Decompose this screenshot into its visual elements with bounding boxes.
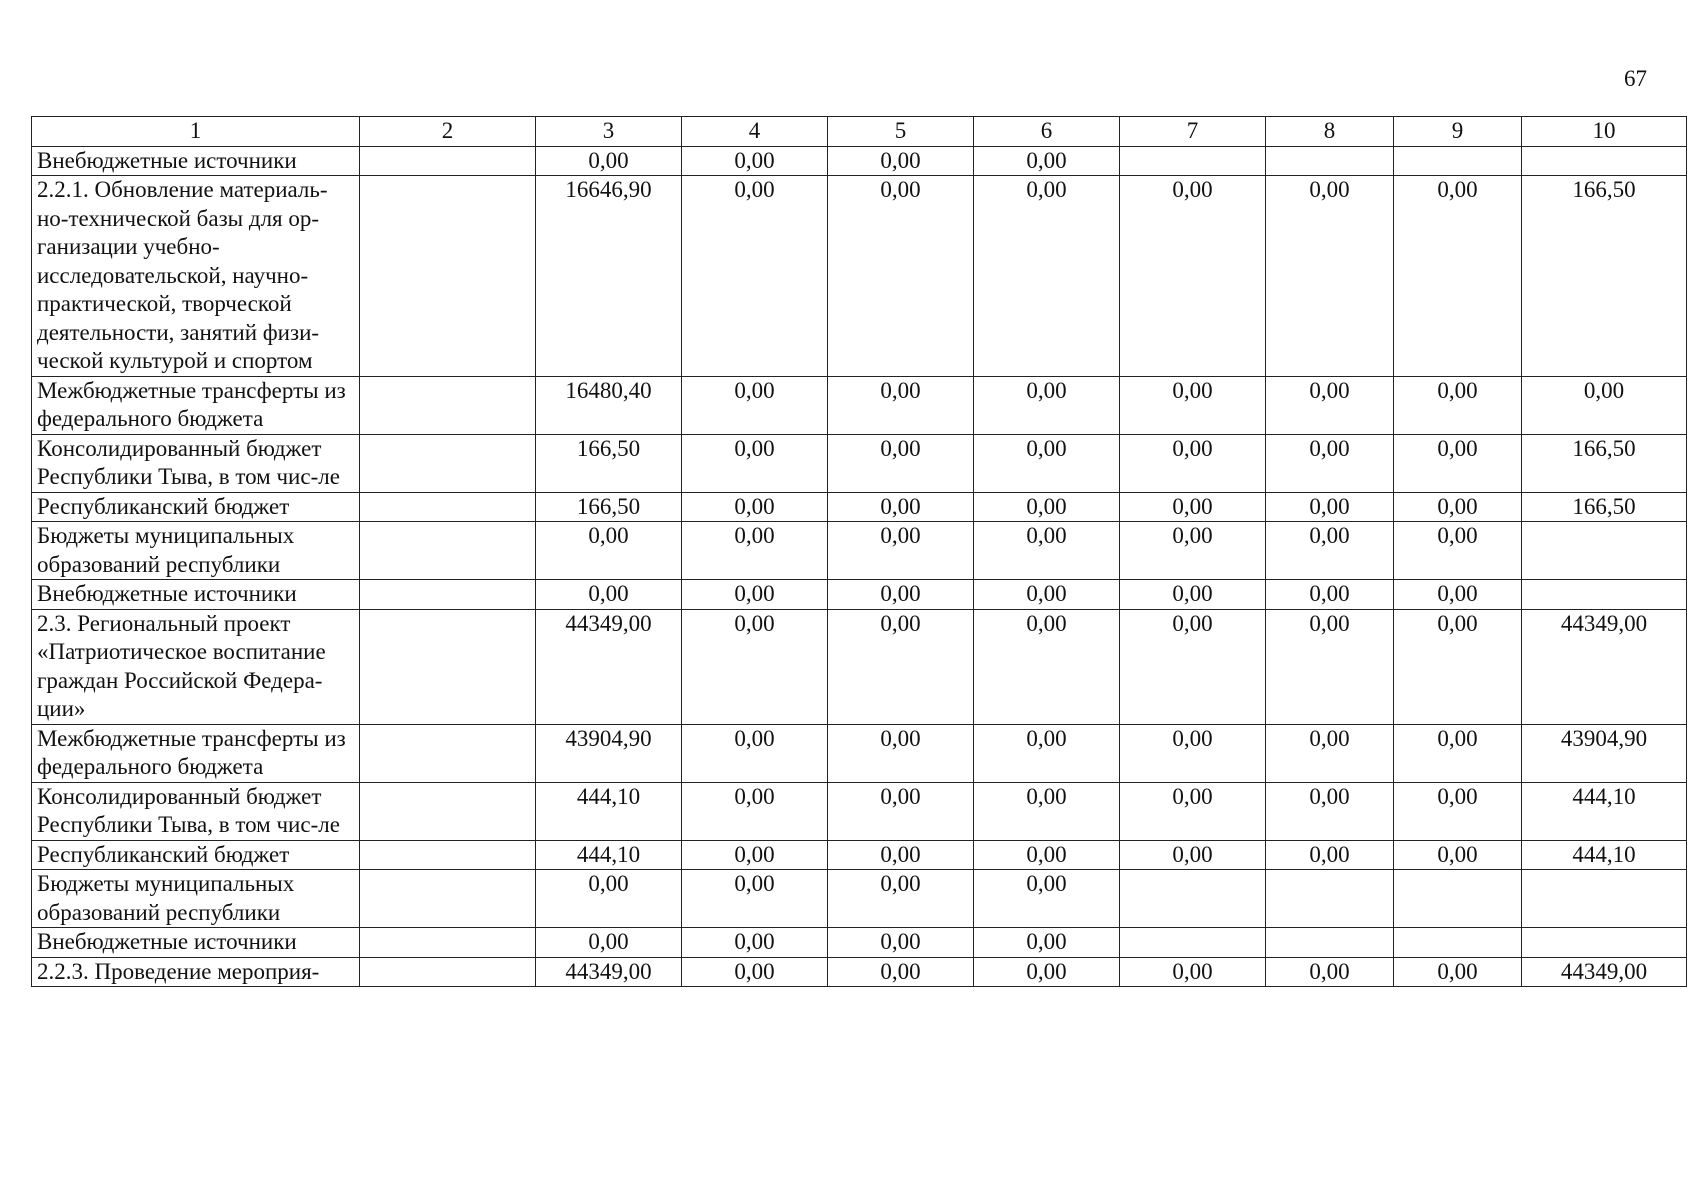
table-cell: 0,00: [828, 609, 974, 724]
row-label: 2.2.3. Проведение мероприя-: [32, 957, 360, 987]
table-cell: 0,00: [1394, 609, 1522, 724]
table-cell: [1266, 146, 1394, 176]
table-cell: 0,00: [682, 782, 828, 840]
table-cell: 0,00: [974, 957, 1120, 987]
table-cell: 0,00: [1120, 492, 1266, 522]
table-cell: [360, 782, 536, 840]
table-row: [32, 870, 1687, 928]
table-cell: 0,00: [974, 492, 1120, 522]
row-label: Консолидированный бюджет Республики Тыва, в том чис-ле: [32, 782, 360, 840]
table-cell: 166,50: [536, 492, 682, 522]
table-cell: 0,00: [682, 434, 828, 492]
table-cell: [1522, 146, 1687, 176]
table-cell: [360, 146, 536, 176]
table-cell: 44349,00: [536, 957, 682, 987]
column-header: 6: [974, 117, 1120, 147]
table-cell: 0,00: [1522, 376, 1687, 434]
table-cell: [1266, 870, 1394, 928]
table-cell: 0,00: [1266, 176, 1394, 377]
table-cell: 0,00: [828, 492, 974, 522]
table-cell: 0,00: [1266, 580, 1394, 610]
table-cell: 0,00: [1266, 376, 1394, 434]
table-cell: 0,00: [828, 376, 974, 434]
table-cell: 0,00: [682, 957, 828, 987]
table-cell: 166,50: [1522, 434, 1687, 492]
table-cell: [360, 176, 536, 377]
table-cell: 0,00: [1394, 580, 1522, 610]
table-cell: 444,10: [536, 782, 682, 840]
table-cell: 444,10: [1522, 782, 1687, 840]
table-cell: 0,00: [1394, 176, 1522, 377]
table-cell: 166,50: [1522, 492, 1687, 522]
table-cell: 0,00: [828, 176, 974, 377]
table-cell: [1522, 928, 1687, 958]
table-cell: 0,00: [682, 376, 828, 434]
table-cell: 0,00: [536, 522, 682, 580]
table-cell: 0,00: [536, 146, 682, 176]
table-cell: 0,00: [974, 724, 1120, 782]
table-cell: 0,00: [828, 522, 974, 580]
table-row: [32, 376, 1687, 434]
table-cell: 166,50: [536, 434, 682, 492]
table-cell: 0,00: [682, 870, 828, 928]
table-cell: [1120, 928, 1266, 958]
header-row: [32, 117, 1687, 147]
table-cell: 0,00: [1120, 957, 1266, 987]
table-cell: 0,00: [682, 176, 828, 377]
table-cell: 0,00: [1394, 724, 1522, 782]
table-cell: 444,10: [1522, 840, 1687, 870]
table-cell: 0,00: [1266, 434, 1394, 492]
table-cell: 0,00: [828, 782, 974, 840]
table-cell: 0,00: [974, 434, 1120, 492]
column-header: 4: [682, 117, 828, 147]
row-label: Внебюджетные источники: [32, 580, 360, 610]
table-cell: 0,00: [1394, 957, 1522, 987]
table-cell: 0,00: [828, 580, 974, 610]
row-label: 2.3. Региональный проект «Патриотическое воспитание граждан Российской Федера-ции»: [32, 609, 360, 724]
table-cell: 0,00: [1120, 176, 1266, 377]
table-cell: 0,00: [1266, 609, 1394, 724]
table-cell: 0,00: [974, 376, 1120, 434]
table-cell: 16646,90: [536, 176, 682, 377]
table-cell: 0,00: [828, 724, 974, 782]
table-cell: [1522, 870, 1687, 928]
table-cell: [360, 376, 536, 434]
table-row: [32, 146, 1687, 176]
table-cell: [1394, 146, 1522, 176]
table-cell: [360, 492, 536, 522]
table-cell: [1394, 870, 1522, 928]
table-cell: 0,00: [974, 522, 1120, 580]
table-cell: 166,50: [1522, 176, 1687, 377]
column-header: 1: [32, 117, 360, 147]
table-cell: [360, 522, 536, 580]
table-row: [32, 434, 1687, 492]
column-header: 7: [1120, 117, 1266, 147]
row-label: Внебюджетные источники: [32, 928, 360, 958]
table-cell: 0,00: [682, 580, 828, 610]
table-cell: 0,00: [682, 928, 828, 958]
table-cell: 0,00: [1394, 434, 1522, 492]
table-cell: 0,00: [1120, 522, 1266, 580]
table-cell: 0,00: [1394, 522, 1522, 580]
table-cell: 0,00: [1120, 434, 1266, 492]
table-cell: 0,00: [974, 840, 1120, 870]
table-cell: 0,00: [1394, 782, 1522, 840]
table-cell: [360, 434, 536, 492]
table-cell: [1522, 580, 1687, 610]
table-row: [32, 492, 1687, 522]
table-cell: 0,00: [682, 724, 828, 782]
row-label: 2.2.1. Обновление материаль-но-технической базы для ор-ганизации учебно-исследовательской, научно-практической, творческой деятельности, занятий физи-ческой культурой и спортом: [32, 176, 360, 377]
table-cell: 0,00: [828, 928, 974, 958]
table-cell: 16480,40: [536, 376, 682, 434]
table-cell: [360, 580, 536, 610]
table-cell: 0,00: [682, 492, 828, 522]
table-cell: 0,00: [1394, 840, 1522, 870]
table-cell: 43904,90: [1522, 724, 1687, 782]
table-cell: 0,00: [682, 609, 828, 724]
table-row: [32, 782, 1687, 840]
table-cell: 44349,00: [536, 609, 682, 724]
table-cell: 0,00: [974, 176, 1120, 377]
table-cell: 444,10: [536, 840, 682, 870]
table-cell: 44349,00: [1522, 609, 1687, 724]
table-cell: 0,00: [1120, 782, 1266, 840]
table-cell: [1120, 146, 1266, 176]
table-row: [32, 928, 1687, 958]
table-cell: 0,00: [1394, 376, 1522, 434]
column-header: 8: [1266, 117, 1394, 147]
budget-table: [31, 116, 1687, 987]
table-cell: [1266, 928, 1394, 958]
table-cell: 0,00: [974, 580, 1120, 610]
table-cell: 0,00: [1266, 840, 1394, 870]
table-cell: [360, 609, 536, 724]
column-header: 5: [828, 117, 974, 147]
table-cell: [1120, 870, 1266, 928]
column-header: 10: [1522, 117, 1687, 147]
table-row: [32, 580, 1687, 610]
table-cell: 0,00: [828, 434, 974, 492]
table-cell: 0,00: [1120, 609, 1266, 724]
table-cell: 0,00: [1120, 580, 1266, 610]
table-cell: 0,00: [974, 146, 1120, 176]
row-label: Республиканский бюджет: [32, 492, 360, 522]
table-cell: 0,00: [828, 840, 974, 870]
row-label: Межбюджетные трансферты из федерального бюджета: [32, 724, 360, 782]
table-cell: 43904,90: [536, 724, 682, 782]
table-row: [32, 957, 1687, 987]
table-cell: 0,00: [1394, 492, 1522, 522]
table-cell: 0,00: [1120, 840, 1266, 870]
row-label: Межбюджетные трансферты из федерального бюджета: [32, 376, 360, 434]
table-row: [32, 840, 1687, 870]
table-cell: 0,00: [974, 870, 1120, 928]
page-number: 67: [1624, 66, 1647, 91]
table-cell: [360, 957, 536, 987]
table-cell: 0,00: [974, 928, 1120, 958]
table-cell: 0,00: [536, 580, 682, 610]
table-cell: 0,00: [1266, 492, 1394, 522]
table-cell: 0,00: [682, 522, 828, 580]
table-cell: [360, 840, 536, 870]
row-label: Внебюджетные источники: [32, 146, 360, 176]
table-cell: 0,00: [682, 840, 828, 870]
table-cell: 0,00: [1266, 957, 1394, 987]
table-cell: 0,00: [1266, 724, 1394, 782]
row-label: Республиканский бюджет: [32, 840, 360, 870]
table-cell: 44349,00: [1522, 957, 1687, 987]
table-cell: 0,00: [536, 928, 682, 958]
table-row: [32, 724, 1687, 782]
table-cell: 0,00: [1120, 724, 1266, 782]
table-cell: 0,00: [1266, 522, 1394, 580]
column-header: 9: [1394, 117, 1522, 147]
table-cell: 0,00: [974, 782, 1120, 840]
table-cell: 0,00: [1120, 376, 1266, 434]
table-cell: 0,00: [828, 146, 974, 176]
table-cell: [1394, 928, 1522, 958]
table-row: [32, 522, 1687, 580]
table-cell: 0,00: [828, 957, 974, 987]
column-header: 3: [536, 117, 682, 147]
row-label: Бюджеты муниципальных образований республики: [32, 870, 360, 928]
table-cell: [360, 870, 536, 928]
table-cell: 0,00: [974, 609, 1120, 724]
table-row: [32, 609, 1687, 724]
table-row: [32, 176, 1687, 377]
table-cell: 0,00: [536, 870, 682, 928]
row-label: Консолидированный бюджет Республики Тыва, в том чис-ле: [32, 434, 360, 492]
table-cell: [1522, 522, 1687, 580]
table-cell: 0,00: [682, 146, 828, 176]
table-cell: 0,00: [828, 870, 974, 928]
table-cell: [360, 928, 536, 958]
row-label: Бюджеты муниципальных образований республики: [32, 522, 360, 580]
table-cell: 0,00: [1266, 782, 1394, 840]
table-cell: [360, 724, 536, 782]
column-header: 2: [360, 117, 536, 147]
